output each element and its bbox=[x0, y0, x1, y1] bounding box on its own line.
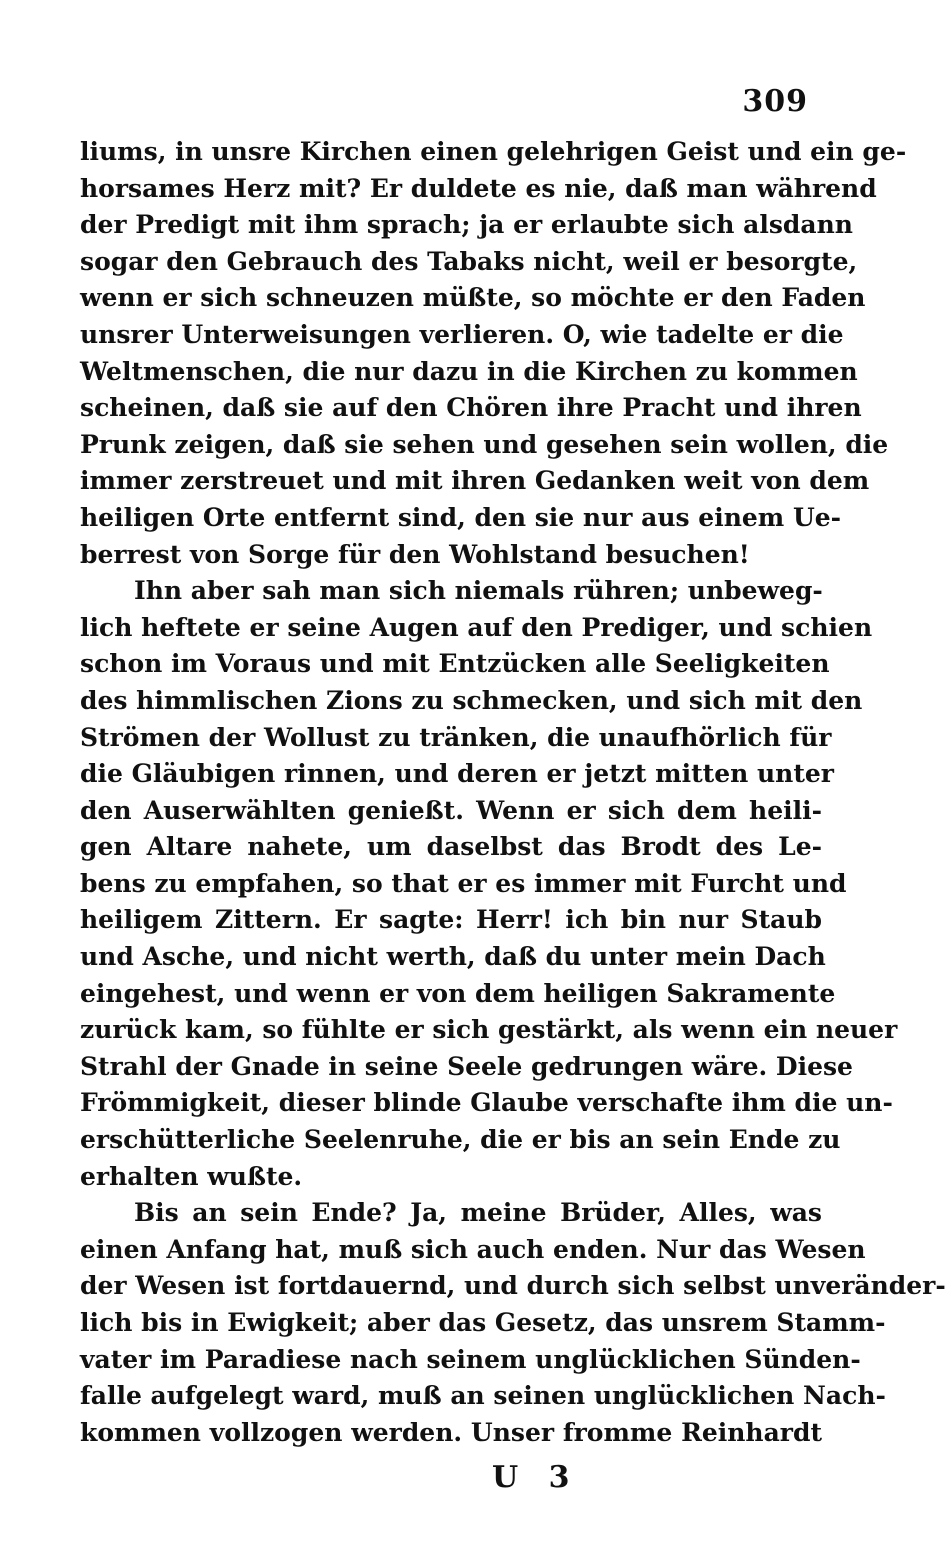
text-line: heiligen Orte entfernt sind, den sie nur aus einem Ue- bbox=[80, 502, 842, 532]
text-line: Strahl der Gnade in seine Seele gedrungen wäre. Diese bbox=[80, 1051, 853, 1081]
text-line: Weltmenschen, die nur dazu in die Kirchen zu kommen bbox=[80, 356, 858, 386]
text-line: immer zerstreuet und mit ihren Gedanken weit von dem bbox=[80, 466, 870, 496]
text-line: zurück kam, so fühlte er sich gestärkt, als wenn ein neuer bbox=[80, 1015, 898, 1045]
text-line: Strömen der Wollust zu tränken, die unaufhörlich für bbox=[80, 722, 832, 752]
text-line: der Wesen ist fortdauernd, und durch sich selbst unveränder- bbox=[80, 1271, 946, 1301]
text-line: vater im Paradiese nach seinem unglücklichen Sünden- bbox=[80, 1344, 861, 1374]
text-line: heiligem Zittern. Er sagte: Herr! ich bin nur Staub bbox=[80, 905, 822, 935]
body-text bbox=[80, 134, 946, 1451]
text-line: liums, in unsre Kirchen einen gelehrigen Geist und ein ge- bbox=[80, 137, 907, 166]
text-line: wenn er sich schneuzen müßte, so möchte er den Faden bbox=[80, 283, 866, 313]
text-line: lich bis in Ewigkeit; aber das Gesetz, das unsrem Stamm- bbox=[80, 1308, 886, 1337]
text-line: sogar den Gebrauch des Tabaks nicht, weil er besorgte, bbox=[80, 246, 858, 276]
signature-mark: U 3 bbox=[492, 1460, 580, 1495]
text-line: lich heftete er seine Augen auf den Prediger, und schien bbox=[80, 612, 873, 642]
text-line: die Gläubigen rinnen, und deren er jetzt mitten unter bbox=[80, 759, 834, 789]
text-line: den Auserwählten genießt. Wenn er sich dem heili- bbox=[80, 795, 822, 825]
text-line: horsames Herz mit? Er duldete es nie, daß man während bbox=[80, 173, 877, 203]
text-line: scheinen, daß sie auf den Chören ihre Pracht und ihren bbox=[80, 393, 862, 423]
text-line: Frömmigkeit, dieser blinde Glaube verschafte ihm die un- bbox=[80, 1088, 893, 1118]
text-line: Ihn aber sah man sich niemals rühren; unbeweg- bbox=[134, 576, 823, 606]
text-line: erhalten wußte. bbox=[80, 1161, 303, 1191]
text-line: kommen vollzogen werden. Unser fromme Reinhardt bbox=[80, 1417, 822, 1447]
text-line: berrest von Sorge für den Wohlstand besuchen! bbox=[80, 539, 750, 569]
text-line: des himmlischen Zions zu schmecken, und sich mit den bbox=[80, 685, 863, 715]
text-line: unsrer Unterweisungen verlieren. O, wie tadelte er die bbox=[80, 319, 844, 349]
text-line: schon im Voraus und mit Entzücken alle Seeligkeiten bbox=[80, 649, 830, 679]
text-line: erschütterliche Seelenruhe, die er bis an sein Ende zu bbox=[80, 1125, 841, 1155]
text-line: und Asche, und nicht werth, daß du unter mein Dach bbox=[80, 942, 826, 972]
text-line: bens zu empfahen, so that er es immer mit Furcht und bbox=[80, 868, 847, 898]
text-line: einen Anfang hat, muß sich auch enden. Nur das Wesen bbox=[80, 1234, 866, 1264]
text-line: der Predigt mit ihm sprach; ja er erlaubte sich alsdann bbox=[80, 210, 853, 240]
text-line: Bis an sein Ende? Ja, meine Brüder, Alles, was bbox=[134, 1198, 822, 1228]
page-number: 309 bbox=[742, 84, 808, 119]
text-line: Prunk zeigen, daß sie sehen und gesehen sein wollen, die bbox=[80, 429, 889, 459]
text-line: falle aufgelegt ward, muß an seinen unglücklichen Nach- bbox=[80, 1381, 886, 1411]
text-line: gen Altare nahete, um daselbst das Brodt des Le- bbox=[80, 832, 822, 862]
text-line: eingehest, und wenn er von dem heiligen Sakramente bbox=[80, 978, 836, 1008]
